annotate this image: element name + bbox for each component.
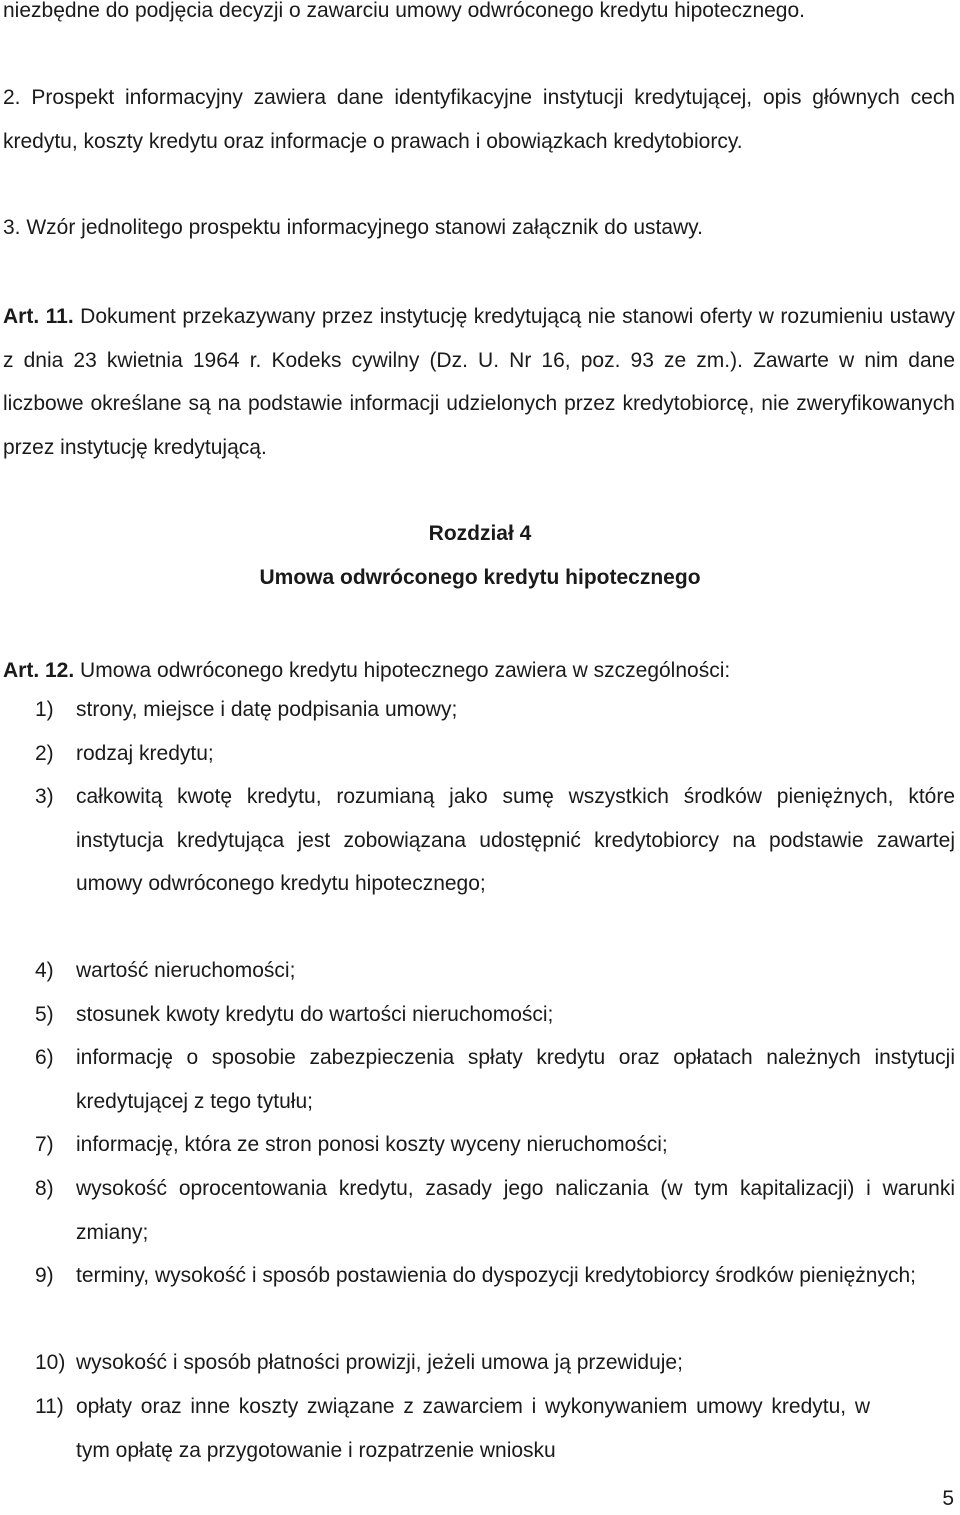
- list-item-number: 3): [35, 785, 54, 808]
- list-item-number: 5): [35, 1003, 54, 1026]
- list-item: [35, 949, 955, 993]
- paragraph-item-3: 3. Wzór jednolitego prospektu informacyjnego stanowi załącznik do ustawy.: [3, 216, 703, 239]
- article-11-text: Dokument przekazywany przez instytucję kredytującą nie stanowi oferty w rozumieniu ustawy z dnia 23 kwietnia 1964 r. Kodeks cywilny (Dz. U. Nr 16, poz. 93 ze zm.). Zawarte w nim dane liczbowe określane są na podstawie informacji udzielonych przez kredytobiorcę, nie zweryfikowanych przez instytucję kredytującą.: [3, 305, 955, 459]
- list-item-number: 8): [35, 1177, 54, 1200]
- list-item-text: rodzaj kredytu;: [76, 742, 214, 765]
- chapter-title: Umowa odwróconego kredytu hipotecznego: [259, 566, 701, 589]
- list-item-text: strony, miejsce i datę podpisania umowy;: [76, 698, 458, 721]
- paragraph-item-2: 2. Prospekt informacyjny zawiera dane identyfikacyjne instytucji kredytującej, opis głównych cech kredytu, koszty kredytu oraz informacje o prawach i obowiązkach kredytobiorcy.: [3, 86, 955, 153]
- list-item-text: wartość nieruchomości;: [76, 959, 296, 982]
- list-item-number: 4): [35, 959, 54, 982]
- article-12-text: Umowa odwróconego kredytu hipotecznego zawiera w szczególności:: [74, 659, 731, 682]
- list-item-number: 7): [35, 1133, 54, 1156]
- list-item-number: 1): [35, 698, 54, 721]
- list-item-text: stosunek kwoty kredytu do wartości nieruchomości;: [76, 1003, 554, 1026]
- list-item: [35, 1167, 955, 1254]
- list-item: [35, 688, 955, 732]
- article-12: [3, 649, 955, 693]
- list-item: [35, 1254, 955, 1298]
- list-item: [35, 1341, 955, 1385]
- article-11: [3, 295, 955, 469]
- chapter-number: Rozdział 4: [428, 522, 532, 545]
- list-item: [35, 732, 955, 776]
- list-item-text: wysokość i sposób płatności prowizji, jeżeli umowa ją przewiduje;: [76, 1351, 683, 1374]
- list-item-text: opłaty oraz inne koszty związane z zawarciem i wykonywaniem umowy kredytu, w tym opłatę za przygotowanie i rozpatrzenie wniosku: [76, 1395, 870, 1462]
- list-item-text: informację, która ze stron ponosi koszty wyceny nieruchomości;: [76, 1133, 668, 1156]
- list-item: [35, 1385, 870, 1472]
- list-item-text: wysokość oprocentowania kredytu, zasady jego naliczania (w tym kapitalizacji) i warunki zmiany;: [76, 1177, 955, 1244]
- article-11-label: Art. 11.: [3, 305, 74, 328]
- list-item-text: informację o sposobie zabezpieczenia spłaty kredytu oraz opłatach należnych instytucji kredytującej z tego tytułu;: [76, 1046, 955, 1113]
- list-item: [35, 1123, 955, 1167]
- list-item-number: 2): [35, 742, 54, 765]
- list-item-number: 10): [35, 1351, 66, 1374]
- continued-paragraph: niezbędne do podjęcia decyzji o zawarciu umowy odwróconego kredytu hipotecznego.: [3, 0, 805, 22]
- list-item: [35, 993, 955, 1037]
- list-item-text: całkowitą kwotę kredytu, rozumianą jako sumę wszystkich środków pieniężnych, które instytucja kredytująca jest zobowiązana udostępnić kredytobiorcy na podstawie zawartej umowy odwróconego kredytu hipotecznego;: [76, 785, 955, 895]
- article-12-label: Art. 12.: [3, 659, 75, 682]
- list-item: [35, 775, 955, 906]
- list-item-text: terminy, wysokość i sposób postawienia do dyspozycji kredytobiorcy środków pieniężnych;: [76, 1264, 916, 1287]
- list-item-number: 6): [35, 1046, 54, 1069]
- page-number: 5: [942, 1487, 954, 1510]
- list-item-number: 9): [35, 1264, 54, 1287]
- list-item: [35, 1036, 955, 1123]
- list-item-number: 11): [35, 1395, 64, 1418]
